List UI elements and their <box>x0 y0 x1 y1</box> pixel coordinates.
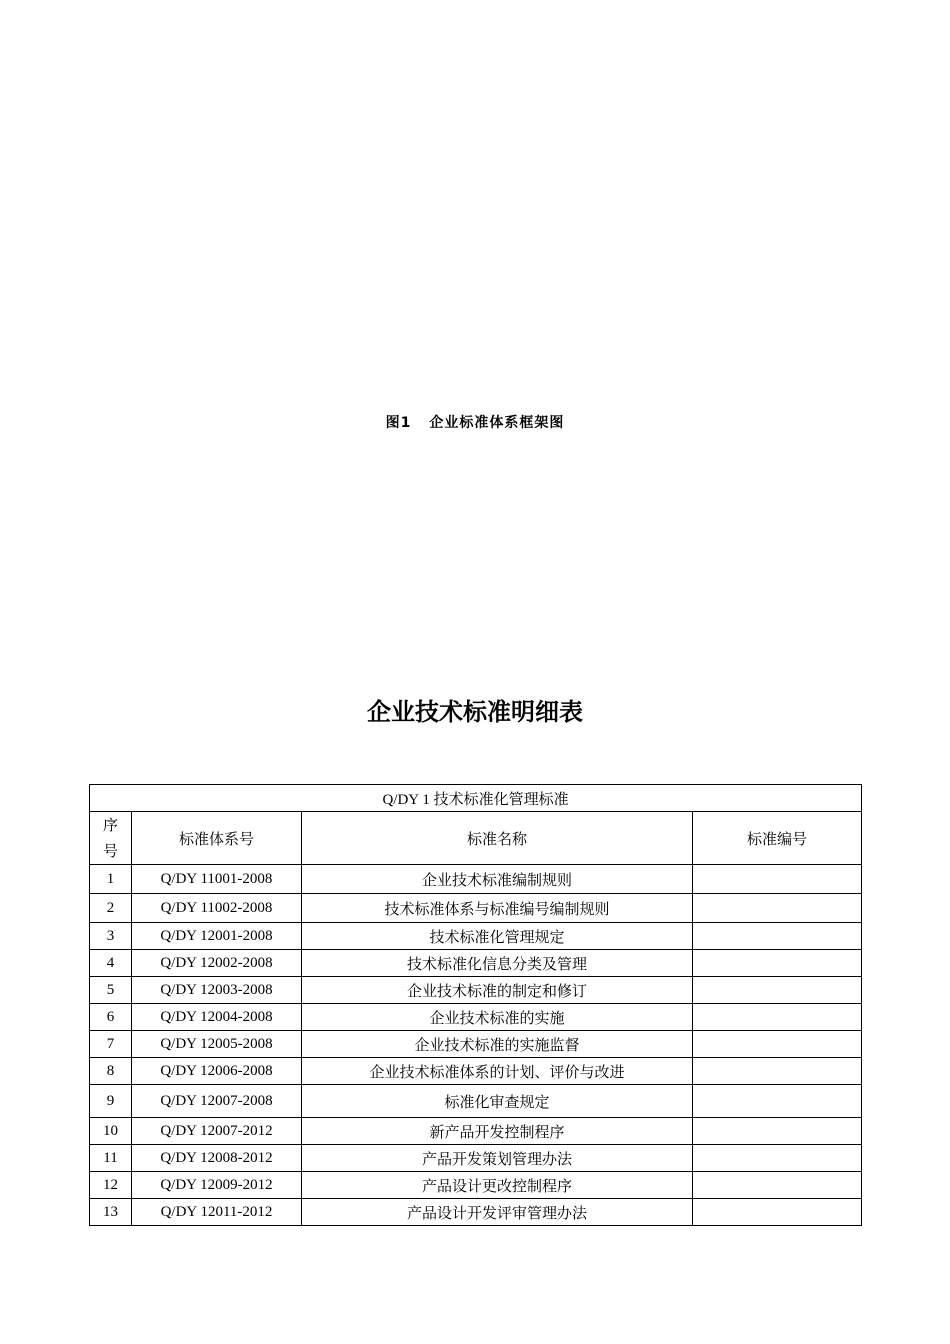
table-group-title: Q/DY 1 技术标准化管理标准 <box>90 785 862 812</box>
row-standard-number <box>693 1118 862 1145</box>
row-seq: 13 <box>90 1199 132 1226</box>
row-system-code: Q/DY 12007-2008 <box>132 1085 302 1118</box>
row-standard-name: 企业技术标准的实施监督 <box>302 1031 693 1058</box>
table-row <box>90 950 862 977</box>
row-standard-number <box>693 950 862 977</box>
table-column-header-row <box>90 812 862 865</box>
table-row <box>90 1118 862 1145</box>
row-standard-number <box>693 1085 862 1118</box>
row-seq: 2 <box>90 894 132 923</box>
table-row <box>90 1031 862 1058</box>
row-standard-name: 产品开发策划管理办法 <box>302 1145 693 1172</box>
row-standard-number <box>693 1004 862 1031</box>
row-system-code: Q/DY 12005-2008 <box>132 1031 302 1058</box>
row-standard-name: 产品设计开发评审管理办法 <box>302 1199 693 1226</box>
table-row <box>90 1145 862 1172</box>
row-system-code: Q/DY 12001-2008 <box>132 923 302 950</box>
table-body <box>90 865 862 1226</box>
table-row <box>90 1058 862 1085</box>
row-standard-name: 技术标准化信息分类及管理 <box>302 950 693 977</box>
row-standard-number <box>693 1199 862 1226</box>
table-row <box>90 1004 862 1031</box>
row-standard-name: 企业技术标准编制规则 <box>302 865 693 894</box>
row-standard-number <box>693 1031 862 1058</box>
row-seq: 1 <box>90 865 132 894</box>
row-standard-name: 技术标准体系与标准编号编制规则 <box>302 894 693 923</box>
row-system-code: Q/DY 12011-2012 <box>132 1199 302 1226</box>
row-system-code: Q/DY 11002-2008 <box>132 894 302 923</box>
row-standard-name: 企业技术标准的实施 <box>302 1004 693 1031</box>
table-group-header-row <box>90 785 862 812</box>
row-system-code: Q/DY 12009-2012 <box>132 1172 302 1199</box>
row-standard-number <box>693 865 862 894</box>
row-standard-name: 标准化审查规定 <box>302 1085 693 1118</box>
column-header-seq <box>90 812 132 865</box>
standards-table <box>89 784 862 1226</box>
row-system-code: Q/DY 12003-2008 <box>132 977 302 1004</box>
table-row <box>90 977 862 1004</box>
row-system-code: Q/DY 12006-2008 <box>132 1058 302 1085</box>
row-standard-name: 技术标准化管理规定 <box>302 923 693 950</box>
row-standard-number <box>693 1145 862 1172</box>
row-standard-name: 产品设计更改控制程序 <box>302 1172 693 1199</box>
row-system-code: Q/DY 12004-2008 <box>132 1004 302 1031</box>
table-row <box>90 1085 862 1118</box>
row-seq: 4 <box>90 950 132 977</box>
row-seq: 10 <box>90 1118 132 1145</box>
table-row <box>90 1172 862 1199</box>
row-seq: 7 <box>90 1031 132 1058</box>
table-row <box>90 923 862 950</box>
figure-caption <box>0 412 950 432</box>
table-row <box>90 894 862 923</box>
column-header-name: 标准名称 <box>302 812 693 865</box>
row-seq: 9 <box>90 1085 132 1118</box>
row-standard-name: 企业技术标准的制定和修订 <box>302 977 693 1004</box>
row-seq: 8 <box>90 1058 132 1085</box>
row-system-code: Q/DY 12008-2012 <box>132 1145 302 1172</box>
row-system-code: Q/DY 11001-2008 <box>132 865 302 894</box>
figure-number: 图1 <box>385 415 412 431</box>
row-standard-number <box>693 1172 862 1199</box>
row-standard-number <box>693 977 862 1004</box>
row-seq: 6 <box>90 1004 132 1031</box>
column-header-system-code: 标准体系号 <box>132 812 302 865</box>
row-seq: 11 <box>90 1145 132 1172</box>
row-seq: 3 <box>90 923 132 950</box>
row-seq: 12 <box>90 1172 132 1199</box>
row-standard-name: 企业技术标准体系的计划、评价与改进 <box>302 1058 693 1085</box>
table-row <box>90 865 862 894</box>
column-header-std-number: 标准编号 <box>693 812 862 865</box>
row-seq: 5 <box>90 977 132 1004</box>
document-title: 企业技术标准明细表 <box>367 698 583 726</box>
row-standard-number <box>693 1058 862 1085</box>
row-standard-number <box>693 894 862 923</box>
column-header-seq-label: 序号 <box>102 816 118 860</box>
row-standard-number <box>693 923 862 950</box>
table-row <box>90 1199 862 1226</box>
row-system-code: Q/DY 12007-2012 <box>132 1118 302 1145</box>
figure-caption-text: 企业标准体系框架图 <box>429 415 565 431</box>
row-standard-name: 新产品开发控制程序 <box>302 1118 693 1145</box>
row-system-code: Q/DY 12002-2008 <box>132 950 302 977</box>
